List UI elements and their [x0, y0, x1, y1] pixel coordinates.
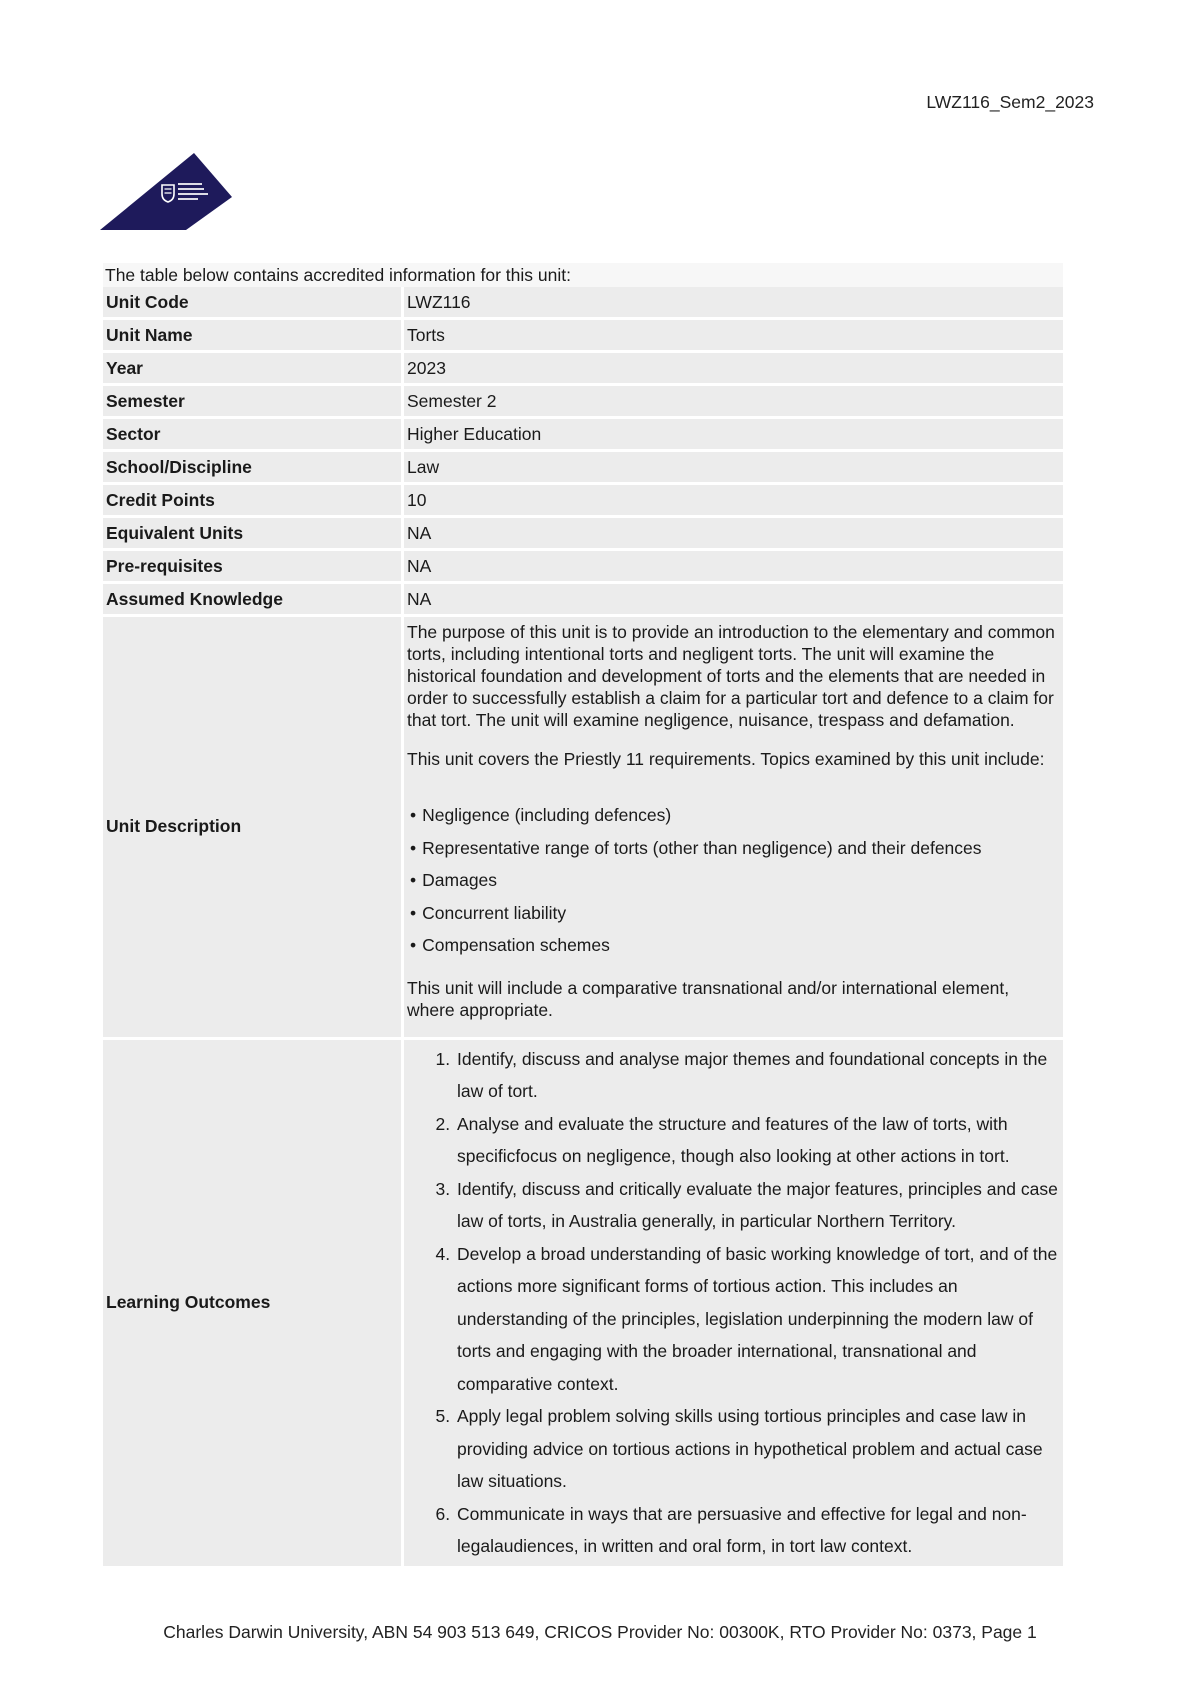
unit-description-row: [103, 617, 1063, 1037]
table-row: [103, 320, 1063, 350]
unit-info-section: [103, 263, 1063, 1569]
row-label: Credit Points: [103, 485, 404, 515]
topic-item: • Damages: [407, 864, 1059, 897]
university-logo: [100, 153, 232, 230]
intro-text: The table below contains accredited information for this unit:: [103, 263, 1063, 287]
topic-item: • Negligence (including defences): [407, 799, 1059, 832]
learning-outcome-item: 4. Develop a broad understanding of basic working knowledge of tort, and of the actions more significant forms of tortious action. This includes an understanding of the principles, legislation underpinning the modern law of torts and engaging with the broader international, transnational and comparative context.: [455, 1238, 1059, 1401]
row-label: Semester: [103, 386, 404, 416]
row-value: 2023: [404, 353, 1063, 383]
learning-outcomes-list: [407, 1043, 1059, 1563]
row-label: Assumed Knowledge: [103, 584, 404, 614]
topic-item: • Representative range of torts (other than negligence) and their defences: [407, 832, 1059, 865]
row-value: LWZ116: [404, 287, 1063, 317]
table-row: [103, 452, 1063, 482]
table-row: [103, 386, 1063, 416]
learning-outcomes-row: [103, 1040, 1063, 1566]
topics-list: [407, 787, 1059, 962]
topic-item: • Concurrent liability: [407, 897, 1059, 930]
learning-outcome-item: 5. Apply legal problem solving skills using tortious principles and case law in providing advice on tortious actions in hypothetical problem and actual case law situations.: [455, 1400, 1059, 1498]
row-value: NA: [404, 518, 1063, 548]
table-row: [103, 485, 1063, 515]
table-row: [103, 518, 1063, 548]
row-value: NA: [404, 584, 1063, 614]
row-label: School/Discipline: [103, 452, 404, 482]
row-label: Unit Code: [103, 287, 404, 317]
row-label: Sector: [103, 419, 404, 449]
learning-outcome-item: 2. Analyse and evaluate the structure and features of the law of torts, with specificfocus on negligence, though also looking at other actions in tort.: [455, 1108, 1059, 1173]
page-footer: Charles Darwin University, ABN 54 903 513 649, CRICOS Provider No: 00300K, RTO Provider No: 0373, Page 1: [163, 1622, 1037, 1642]
comparative-paragraph: This unit will include a comparative transnational and/or international element, where appropriate.: [407, 977, 1010, 1020]
unit-info-table: [103, 284, 1063, 1569]
row-label: Unit Description: [103, 617, 404, 1037]
unit-description-cell: [404, 617, 1063, 1037]
row-value: Higher Education: [404, 419, 1063, 449]
priestly-paragraph: This unit covers the Priestly 11 requirements. Topics examined by this unit include:: [407, 749, 1045, 769]
learning-outcome-item: 3. Identify, discuss and critically evaluate the major features, principles and case law of torts, in Australia generally, in particular Northern Territory.: [455, 1173, 1059, 1238]
table-row: [103, 419, 1063, 449]
document-reference: LWZ116_Sem2_2023: [926, 92, 1094, 112]
row-label: Year: [103, 353, 404, 383]
row-label: Unit Name: [103, 320, 404, 350]
row-label: Learning Outcomes: [103, 1040, 404, 1566]
description-paragraph: The purpose of this unit is to provide an introduction to the elementary and common torts, including intentional torts and negligent torts. The unit will examine the historical foundation and development of torts and the elements that are needed in order to successfully establish a claim for a particular tort and defence to a claim for that tort. The unit will examine negligence, nuisance, trespass and defamation.: [407, 622, 1055, 730]
row-label: Pre-requisites: [103, 551, 404, 581]
row-value: NA: [404, 551, 1063, 581]
row-value: Torts: [404, 320, 1063, 350]
learning-outcome-item: 1. Identify, discuss and analyse major themes and foundational concepts in the law of tort.: [455, 1043, 1059, 1108]
table-row: [103, 353, 1063, 383]
learning-outcomes-cell: [404, 1040, 1063, 1566]
table-row: [103, 287, 1063, 317]
row-label: Equivalent Units: [103, 518, 404, 548]
table-row: [103, 551, 1063, 581]
row-value: 10: [404, 485, 1063, 515]
learning-outcome-item: 6. Communicate in ways that are persuasive and effective for legal and non-legalaudiences, in written and oral form, in tort law context.: [455, 1498, 1059, 1563]
row-value: Law: [404, 452, 1063, 482]
row-value: Semester 2: [404, 386, 1063, 416]
topic-item: • Compensation schemes: [407, 929, 1059, 962]
table-row: [103, 584, 1063, 614]
